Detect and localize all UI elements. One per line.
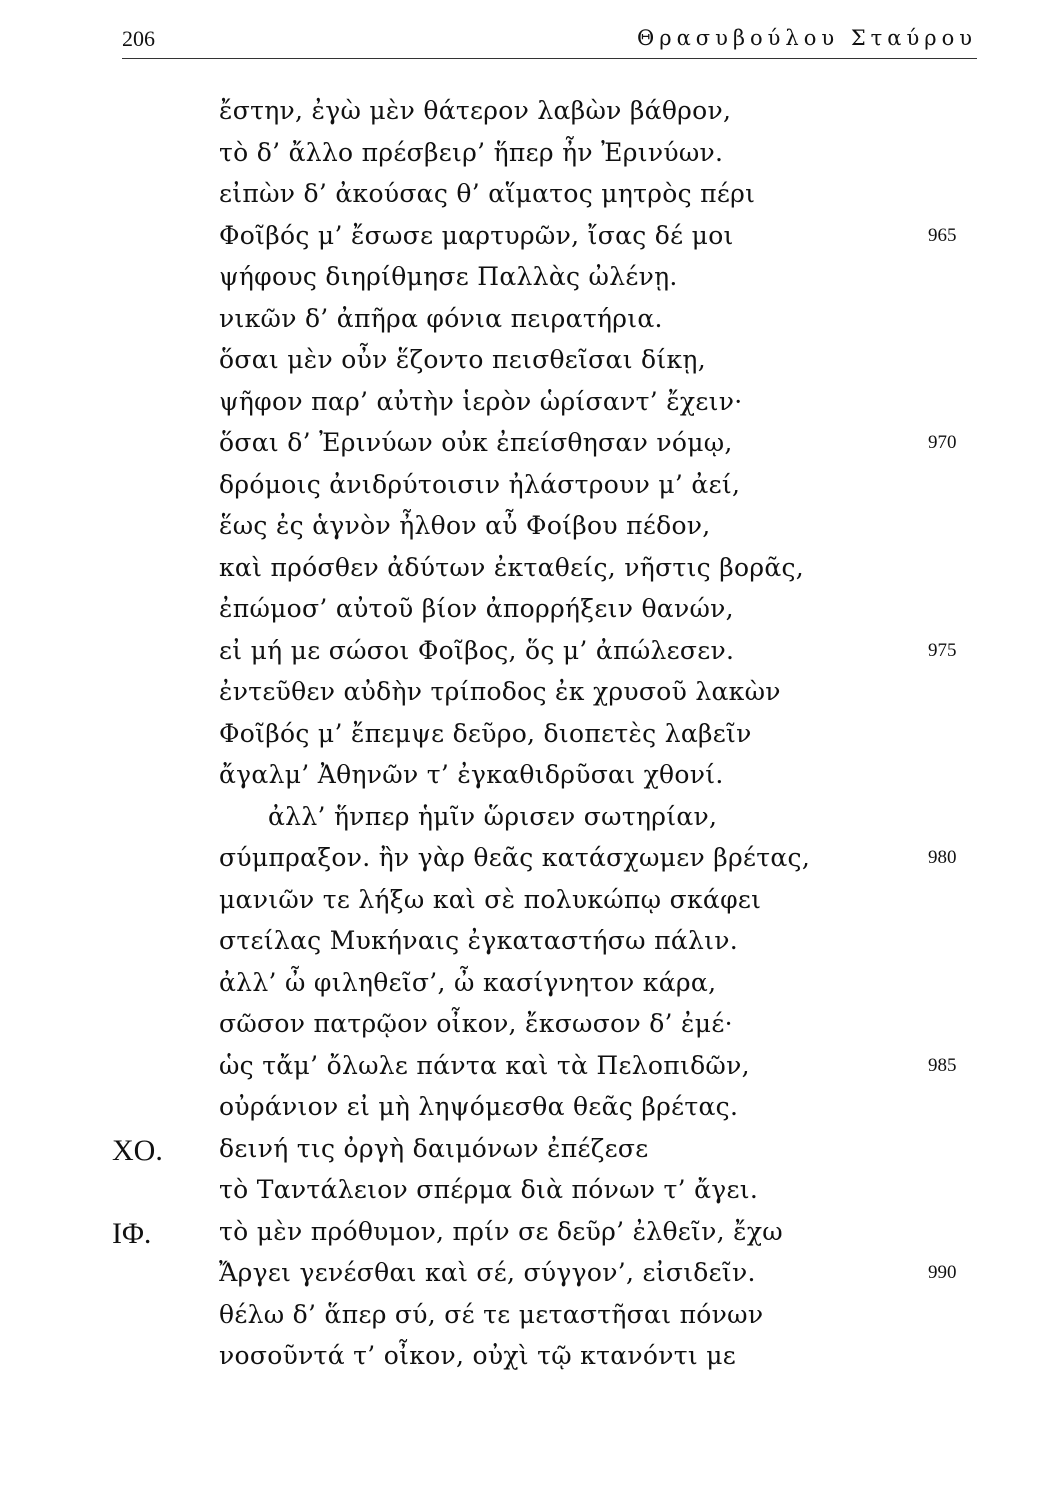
verse-text: ὡς τἄμ’ ὄλωλε πάντα καὶ τὰ Πελοπιδῶν,: [219, 1050, 750, 1080]
verse-text: στείλας Μυκήναις ἐγκαταστήσω πάλιν.: [219, 926, 739, 955]
verse-line: [0, 96, 1041, 138]
verse-line: [0, 179, 1041, 221]
verse-line: [0, 1341, 1041, 1383]
verse-line: [0, 345, 1041, 387]
verse-line: [0, 1009, 1041, 1051]
verse-line: [0, 968, 1041, 1010]
verse-text: ὅσαι δ’ Ἐρινύων οὐκ ἐπείσθησαν νόμῳ,: [219, 428, 733, 457]
verse-text: ἀλλ’ ὦ φιληθεῖσ’, ὦ κασίγνητον κάρα,: [219, 967, 717, 997]
verse-line: [0, 553, 1041, 595]
verse-line: [0, 387, 1041, 429]
verse-text: ἐντεῦθεν αὐδὴν τρίποδος ἐκ χρυσοῦ λακὼν: [219, 677, 781, 706]
verse-text: ψήφους διηρίθμησε Παλλὰς ὠλένῃ.: [219, 262, 678, 291]
verse-text: ἔστην, ἐγὼ μὲν θάτερον λαβὼν βάθρον,: [219, 96, 732, 125]
running-header: [122, 22, 977, 59]
verse-line: [0, 138, 1041, 180]
page-number: 206: [122, 26, 155, 51]
verse-text: νικῶν δ’ ἀπῆρα φόνια πειρατήρια.: [219, 303, 663, 333]
verse-text: ἐπώμοσ’ αὐτοῦ βίον ἀπορρήξειν θανών,: [219, 594, 734, 623]
verse-line: [0, 926, 1041, 968]
line-number: 985: [928, 1054, 957, 1076]
verse-text: ὅσαι μὲν οὖν ἕζοντο πεισθεῖσαι δίκῃ,: [219, 345, 706, 374]
verse-line: [0, 262, 1041, 304]
verse-text: δεινή τις ὀργὴ δαιμόνων ἐπέζεσε: [219, 1133, 649, 1163]
verse-text: ψῆφον παρ’ αὐτὴν ἱερὸν ὡρίσαντ’ ἔχειν·: [219, 386, 743, 416]
verse-text: εἰ μή με σώσοι Φοῖβος, ὅς μ’ ἀπώλεσεν.: [219, 635, 735, 665]
verse-line: [0, 221, 1041, 263]
verse-text: ἄγαλμ’ Ἀθηνῶν τ’ ἐγκαθιδρῦσαι χθονί.: [219, 760, 724, 789]
verse-line: [0, 760, 1041, 802]
running-title: Θρασυβούλου Σταύρου: [637, 26, 977, 50]
verse-text: Φοῖβός μ’ ἔσωσε μαρτυρῶν, ἴσας δέ μοι: [219, 220, 734, 250]
verse-text: Ἄργει γενέσθαι καὶ σέ, σύγγον’, εἰσιδεῖν.: [219, 1258, 756, 1287]
verse-text: τὸ μὲν πρόθυμον, πρίν σε δεῦρ’ ἐλθεῖν, ἔχω: [219, 1216, 783, 1246]
verse-line: [0, 511, 1041, 553]
verse-line: [0, 1051, 1041, 1093]
verse-line: [0, 719, 1041, 761]
verse-line: [0, 1258, 1041, 1300]
verse-text: Φοῖβός μ’ ἔπεμψε δεῦρο, διοπετὲς λαβεῖν: [219, 718, 752, 748]
line-number: 990: [928, 1262, 957, 1283]
verse-text: σύμπραξον. ἢν γὰρ θεᾶς κατάσχωμεν βρέτας,: [219, 843, 811, 872]
verse-text: θέλω δ’ ἅπερ σύ, σέ τε μεταστῆσαι πόνων: [219, 1299, 764, 1329]
verse-line: [0, 470, 1041, 512]
verse-line: [0, 802, 1041, 844]
verse-text: οὐράνιον εἰ μὴ ληψόμεσθα θεᾶς βρέτας.: [219, 1092, 739, 1121]
verse-line: [0, 1300, 1041, 1342]
verse-line: [0, 843, 1041, 885]
verse-text: εἰπὼν δ’ ἀκούσας θ’ αἵματος μητρὸς πέρι: [219, 179, 756, 208]
verse-text: ἕως ἐς ἁγνὸν ἦλθον αὖ Φοίβου πέδον,: [219, 511, 711, 540]
line-number: 980: [928, 847, 957, 868]
verse-line: [0, 636, 1041, 678]
line-number: 965: [928, 224, 957, 246]
line-number: 970: [928, 432, 957, 453]
verse-body: [0, 96, 1041, 1383]
line-number: 975: [928, 639, 957, 661]
verse-line: [0, 1175, 1041, 1217]
verse-line: [0, 677, 1041, 719]
speaker-label: ΙΦ.: [112, 1216, 152, 1250]
speaker-label: ΧΟ.: [112, 1133, 163, 1167]
verse-text: τὸ Ταντάλειον σπέρμα διὰ πόνων τ’ ἄγει.: [219, 1175, 759, 1204]
verse-text: νοσοῦντά τ’ οἶκον, οὐχὶ τῷ κτανόντι με: [219, 1341, 737, 1370]
verse-line: [0, 304, 1041, 346]
verse-line: [0, 1134, 1041, 1176]
verse-text: δρόμοις ἀνιδρύτοισιν ἠλάστρουν μ’ ἀεί,: [219, 469, 741, 499]
verse-text: τὸ δ’ ἄλλο πρέσβειρ’ ἥπερ ἦν Ἐρινύων.: [219, 137, 724, 167]
verse-line: [0, 428, 1041, 470]
verse-line: [0, 1092, 1041, 1134]
verse-line: [0, 594, 1041, 636]
verse-text: ἀλλ’ ἥνπερ ἡμῖν ὥρισεν σωτηρίαν,: [268, 801, 718, 831]
verse-text: καὶ πρόσθεν ἀδύτων ἐκταθείς, νῆστις βορᾶς,: [219, 552, 805, 582]
verse-line: [0, 885, 1041, 927]
verse-text: μανιῶν τε λήξω καὶ σὲ πολυκώπῳ σκάφει: [219, 884, 762, 914]
verse-text: σῶσον πατρῷον οἶκον, ἔκσωσον δ’ ἐμέ·: [219, 1009, 733, 1038]
verse-line: [0, 1217, 1041, 1259]
